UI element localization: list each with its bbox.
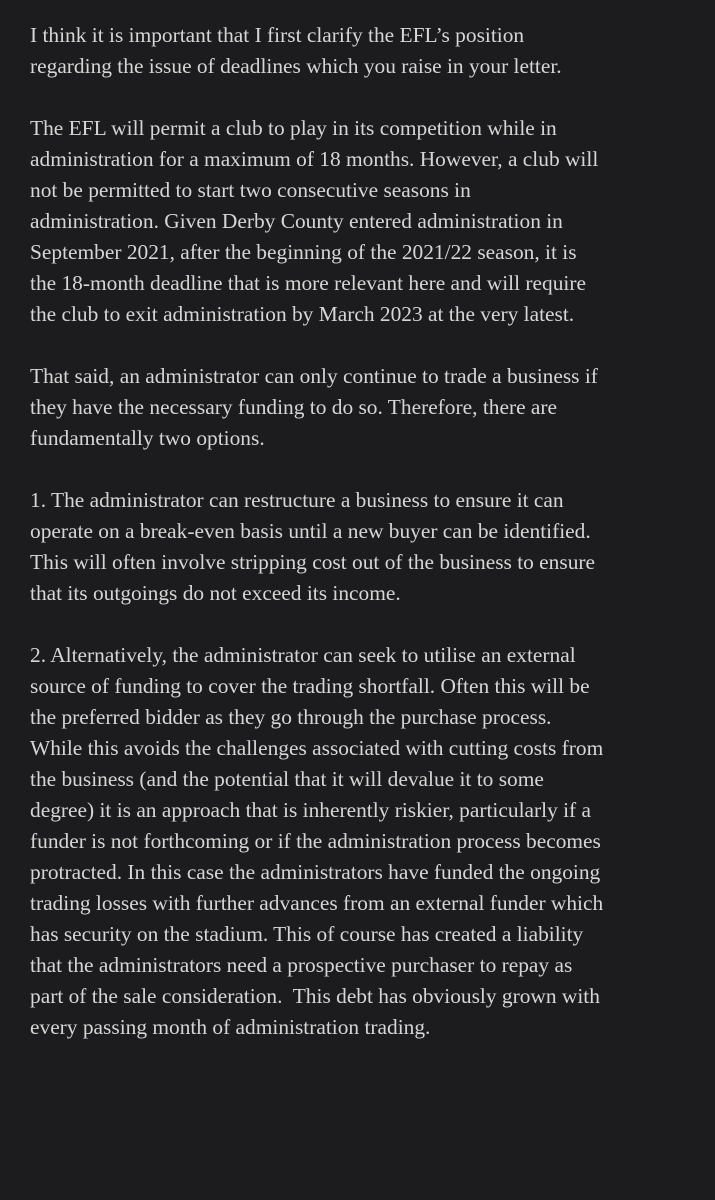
text-line: not be permitted to start two consecutive seasons in xyxy=(30,178,471,202)
letter-body xyxy=(30,20,710,1074)
text-line: operate on a break-even basis until a new buyer can be identified. xyxy=(30,519,591,543)
text-line: the club to exit administration by March 2023 at the very latest. xyxy=(30,302,575,326)
text-line: regarding the issue of deadlines which you raise in your letter. xyxy=(30,54,562,78)
text-line: every passing month of administration trading. xyxy=(30,1015,431,1039)
text-line: administration for a maximum of 18 months. However, a club will xyxy=(30,147,599,171)
text-line: fundamentally two options. xyxy=(30,426,265,450)
text-line: they have the necessary funding to do so. Therefore, there are xyxy=(30,395,558,419)
text-line: September 2021, after the beginning of the 2021/22 season, it is xyxy=(30,240,577,264)
text-line: source of funding to cover the trading shortfall. Often this will be xyxy=(30,674,590,698)
text-line: trading losses with further advances from an external funder which xyxy=(30,891,604,915)
paragraph-deadlines-intro xyxy=(30,20,710,82)
paragraph-option-1 xyxy=(30,485,710,609)
text-line: administration. Given Derby County entered administration in xyxy=(30,209,563,233)
paragraph-administration-rules xyxy=(30,113,710,330)
text-line: protracted. In this case the administrators have funded the ongoing xyxy=(30,860,601,884)
text-line: that its outgoings do not exceed its income. xyxy=(30,581,401,605)
text-line: degree) it is an approach that is inherently riskier, particularly if a xyxy=(30,798,592,822)
text-line: While this avoids the challenges associated with cutting costs from xyxy=(30,736,604,760)
text-line: 2. Alternatively, the administrator can seek to utilise an external xyxy=(30,643,576,667)
text-line: that the administrators need a prospective purchaser to repay as xyxy=(30,953,573,977)
text-line: I think it is important that I first clarify the EFL’s position xyxy=(30,23,525,47)
text-line: the preferred bidder as they go through the purchase process. xyxy=(30,705,552,729)
text-line: 1. The administrator can restructure a business to ensure it can xyxy=(30,488,564,512)
text-line: part of the sale consideration. This debt has obviously grown with xyxy=(30,984,600,1008)
paragraph-option-2 xyxy=(30,640,710,1043)
text-line: This will often involve stripping cost out of the business to ensure xyxy=(30,550,596,574)
paragraph-funding-options xyxy=(30,361,710,454)
text-line: the 18-month deadline that is more relevant here and will require xyxy=(30,271,586,295)
text-line: That said, an administrator can only continue to trade a business if xyxy=(30,364,598,388)
text-line: The EFL will permit a club to play in its competition while in xyxy=(30,116,557,140)
text-line: the business (and the potential that it will devalue it to some xyxy=(30,767,544,791)
text-line: has security on the stadium. This of course has created a liability xyxy=(30,922,584,946)
text-line: funder is not forthcoming or if the administration process becomes xyxy=(30,829,601,853)
